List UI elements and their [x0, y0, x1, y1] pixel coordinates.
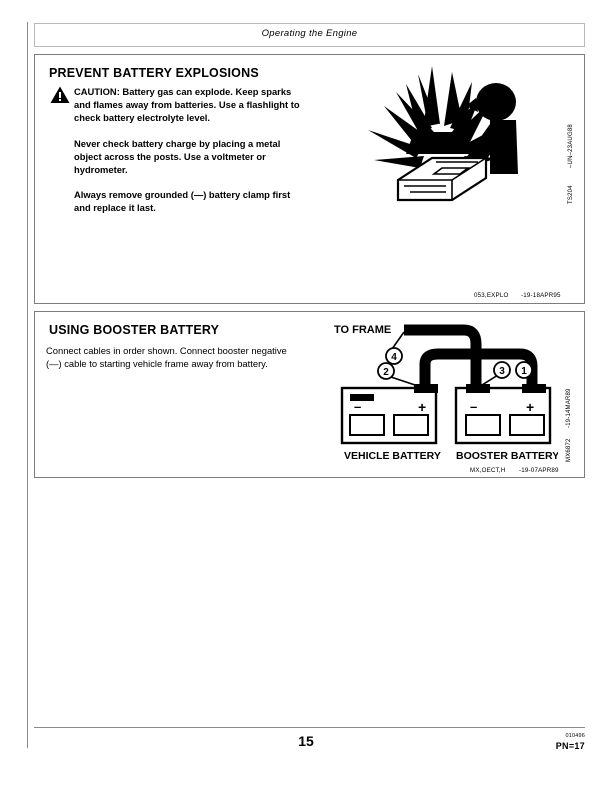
- figure-credit-id-explosions: 053,EXPLO: [474, 292, 509, 299]
- caution-paragraph-2: Never check battery charge by placing a metal object across the posts. Use a voltmeter or hydrometer.: [74, 137, 281, 176]
- booster-negative-terminal: –: [470, 399, 478, 414]
- footer-date-code: 010496: [565, 733, 585, 739]
- booster-battery-label: BOOSTER BATTERY: [456, 450, 558, 462]
- vehicle-positive-terminal: +: [418, 399, 427, 415]
- footer-part-number: PN=17: [555, 741, 585, 751]
- vehicle-negative-terminal: –: [354, 399, 362, 414]
- margin-code-booster-un: -19-14MAR89: [566, 388, 572, 428]
- warning-triangle-icon: [50, 86, 70, 104]
- frame-label: TO FRAME: [334, 324, 392, 336]
- callout-3: 3: [499, 366, 505, 377]
- footer-rule: [34, 727, 585, 728]
- section-title-booster: USING BOOSTER BATTERY: [49, 323, 220, 337]
- section-title-explosions: PREVENT BATTERY EXPLOSIONS: [49, 66, 259, 80]
- figure-credit-date-explosions: -19-18APR95: [521, 292, 561, 299]
- vehicle-battery-label: VEHICLE BATTERY: [344, 450, 441, 462]
- page-number: 15: [298, 733, 314, 749]
- margin-code-explosions-ts: TS204: [568, 185, 574, 204]
- booster-positive-terminal: +: [526, 399, 535, 415]
- caution-paragraph-1: CAUTION: Battery gas can explode. Keep sparks and flames away from batteries. Use a flashlight to check battery electrolyte level.: [74, 86, 300, 124]
- booster-battery-hookup-diagram: [330, 318, 558, 463]
- header-title: Operating the Engine: [261, 28, 358, 39]
- caution-paragraph-3: Always remove grounded (—) battery clamp first and replace it last.: [74, 189, 291, 214]
- page-edge-rule: [27, 22, 28, 748]
- exploding-battery-illustration: [340, 62, 540, 207]
- booster-body-text: [46, 345, 298, 370]
- margin-code-explosions-un: –UN–23AUG88: [568, 124, 574, 168]
- running-header: [34, 23, 585, 47]
- margin-code-booster-mx: MX6872: [566, 438, 572, 462]
- callout-1: 1: [521, 366, 527, 377]
- callout-4: 4: [391, 352, 397, 363]
- booster-paragraph-1: Connect cables in order shown. Connect booster negative (—) cable to starting vehicle frame away from battery.: [46, 345, 287, 369]
- figure-credit-date-booster: -19-07APR89: [519, 467, 559, 474]
- figure-credit-id-booster: MX,OECT,H: [470, 467, 506, 474]
- caution-text-block: [74, 85, 306, 215]
- callout-2: 2: [383, 367, 389, 378]
